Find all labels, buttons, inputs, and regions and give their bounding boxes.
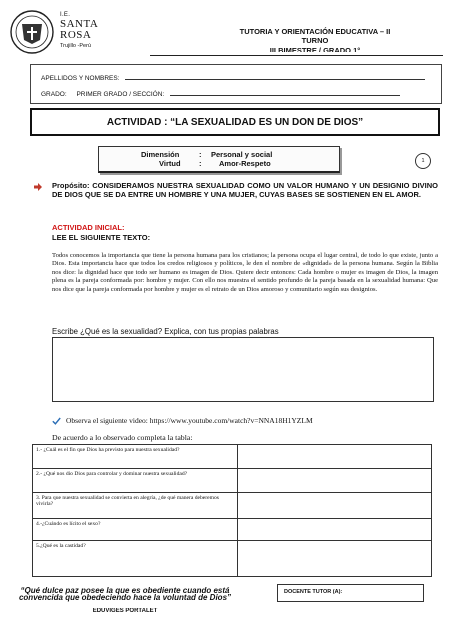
initial-activity-heading: ACTIVIDAD INICIAL: bbox=[52, 223, 125, 232]
surnames-field[interactable] bbox=[125, 73, 425, 80]
question-cell: 2.- ¿Qué nos dio Dios para controlar y dominar nuestra sexualidad? bbox=[33, 469, 238, 493]
student-info-box bbox=[30, 64, 442, 104]
table-row bbox=[33, 541, 432, 577]
logo-school-name bbox=[60, 19, 98, 41]
grade-label: GRADO: bbox=[41, 91, 67, 98]
question-cell: 4.-¿Cuándo es lícito el sexo? bbox=[33, 519, 238, 541]
surnames-row bbox=[41, 73, 425, 82]
header-title-line-2: TURNO bbox=[301, 36, 329, 45]
dimension-separator: : bbox=[199, 150, 202, 159]
school-seal-icon bbox=[10, 10, 54, 54]
header-divider bbox=[150, 55, 443, 56]
dimension-value: Personal y social bbox=[211, 150, 273, 159]
answer-cell[interactable] bbox=[238, 493, 432, 519]
footer-quote: “Qué dulce paz posee la que es obediente cuando está convencida que obedeciendo hace la voluntad de Dios” bbox=[18, 586, 232, 602]
answer-cell[interactable] bbox=[238, 519, 432, 541]
virtue-value: Amor-Respeto bbox=[219, 159, 271, 168]
section-field[interactable] bbox=[170, 89, 400, 96]
header-title-line-3: III BIMESTRE / GRADO 1° bbox=[269, 46, 361, 52]
school-logo bbox=[10, 10, 130, 60]
virtue-label: Virtud bbox=[159, 159, 181, 168]
logo-ie-text: I.E. bbox=[60, 12, 71, 18]
virtue-separator: : bbox=[199, 159, 202, 168]
dimension-label: Dimensión bbox=[141, 150, 180, 159]
answer-cell[interactable] bbox=[238, 541, 432, 577]
table-row bbox=[33, 493, 432, 519]
header-title-line-1: TUTORIA Y ORIENTACIÓN EDUCATIVA – II bbox=[239, 27, 391, 36]
header-title bbox=[200, 27, 430, 45]
grade-value: PRIMER GRADO / SECCIÓN: bbox=[76, 91, 165, 98]
question-cell: 1.- ¿Cuál es el fin que Dios ha previsto para nuestra sexualidad? bbox=[33, 445, 238, 469]
activity-title: ACTIVIDAD : “LA SEXUALIDAD ES UN DON DE DIOS” bbox=[106, 117, 364, 128]
reading-paragraph: Todos conocemos la importancia que tiene la persona humana para los cristianos; la persona ocupa el lugar central, de todo lo que existe, junto a Dios. Esta importancia hace que todos los credos religiosos y políticos, le den el nombre de «dignidad» de la persona humana. Según la Biblia nos dice: la dignidad hace que todo ser humano es imagen de Dios. Quiere decir entonces: Cada hombre o mujer es imagen de Dios, la imagen plena es la pareja conformada por: hombre y mujer. Con ello nos muestra el sentido profundo de la pareja basada en la sexualidad humana: Que nos dice que la pareja conformada por hombre y mujer es el retrato de un Dios amoroso y comunitario según sus designios. bbox=[52, 252, 438, 293]
dimension-box bbox=[98, 146, 340, 173]
page-number: 1 bbox=[415, 153, 431, 169]
surnames-label: APELLIDOS Y NOMBRES: bbox=[41, 75, 120, 82]
logo-line-1: SANTA bbox=[60, 18, 99, 30]
answer-cell[interactable] bbox=[238, 469, 432, 493]
video-instruction[interactable]: Observa el siguiente video: https://www.youtube.com/watch?v=NNA18H1YZLM bbox=[66, 416, 313, 425]
table-title: De acuerdo a lo observado completa la tabla: bbox=[52, 433, 193, 442]
logo-line-2: ROSA bbox=[60, 29, 92, 41]
activity-title-box bbox=[30, 108, 440, 136]
write-question: Escribe ¿Qué es la sexualidad? Explica, con tus propias palabras bbox=[52, 327, 279, 336]
quote-author: EDUVIGES PORTALET bbox=[92, 608, 158, 613]
grade-row bbox=[41, 89, 400, 98]
check-icon bbox=[52, 417, 61, 425]
question-cell: 5.¿Qué es la castidad? bbox=[33, 541, 238, 577]
arrow-bullet-icon bbox=[34, 183, 42, 191]
question-cell: 3. Para que nuestra sexualidad se convierta en alegría, ¿de qué manera deberemos vivirla? bbox=[33, 493, 238, 519]
logo-city: Trujillo -Perú bbox=[60, 43, 91, 49]
purpose-text: Propósito: CONSIDERAMOS NUESTRA SEXUALIDAD COMO UN VALOR HUMANO Y UN DESIGNIO DIVINO DE DIOS QUE SE DA ENTRE UN HOMBRE Y UNA MUJER, CUYAS BASES SE SOSTIENEN EN EL AMOR. bbox=[52, 181, 438, 199]
read-instruction: LEE EL SIGUIENTE TEXTO: bbox=[52, 233, 151, 242]
questions-table bbox=[32, 444, 432, 577]
answer-cell[interactable] bbox=[238, 445, 432, 469]
tutor-label: DOCENTE TUTOR (A): bbox=[284, 589, 343, 595]
tutor-box[interactable] bbox=[277, 584, 424, 602]
table-row bbox=[33, 469, 432, 493]
answer-box[interactable] bbox=[52, 337, 434, 402]
table-row bbox=[33, 445, 432, 469]
table-row bbox=[33, 519, 432, 541]
